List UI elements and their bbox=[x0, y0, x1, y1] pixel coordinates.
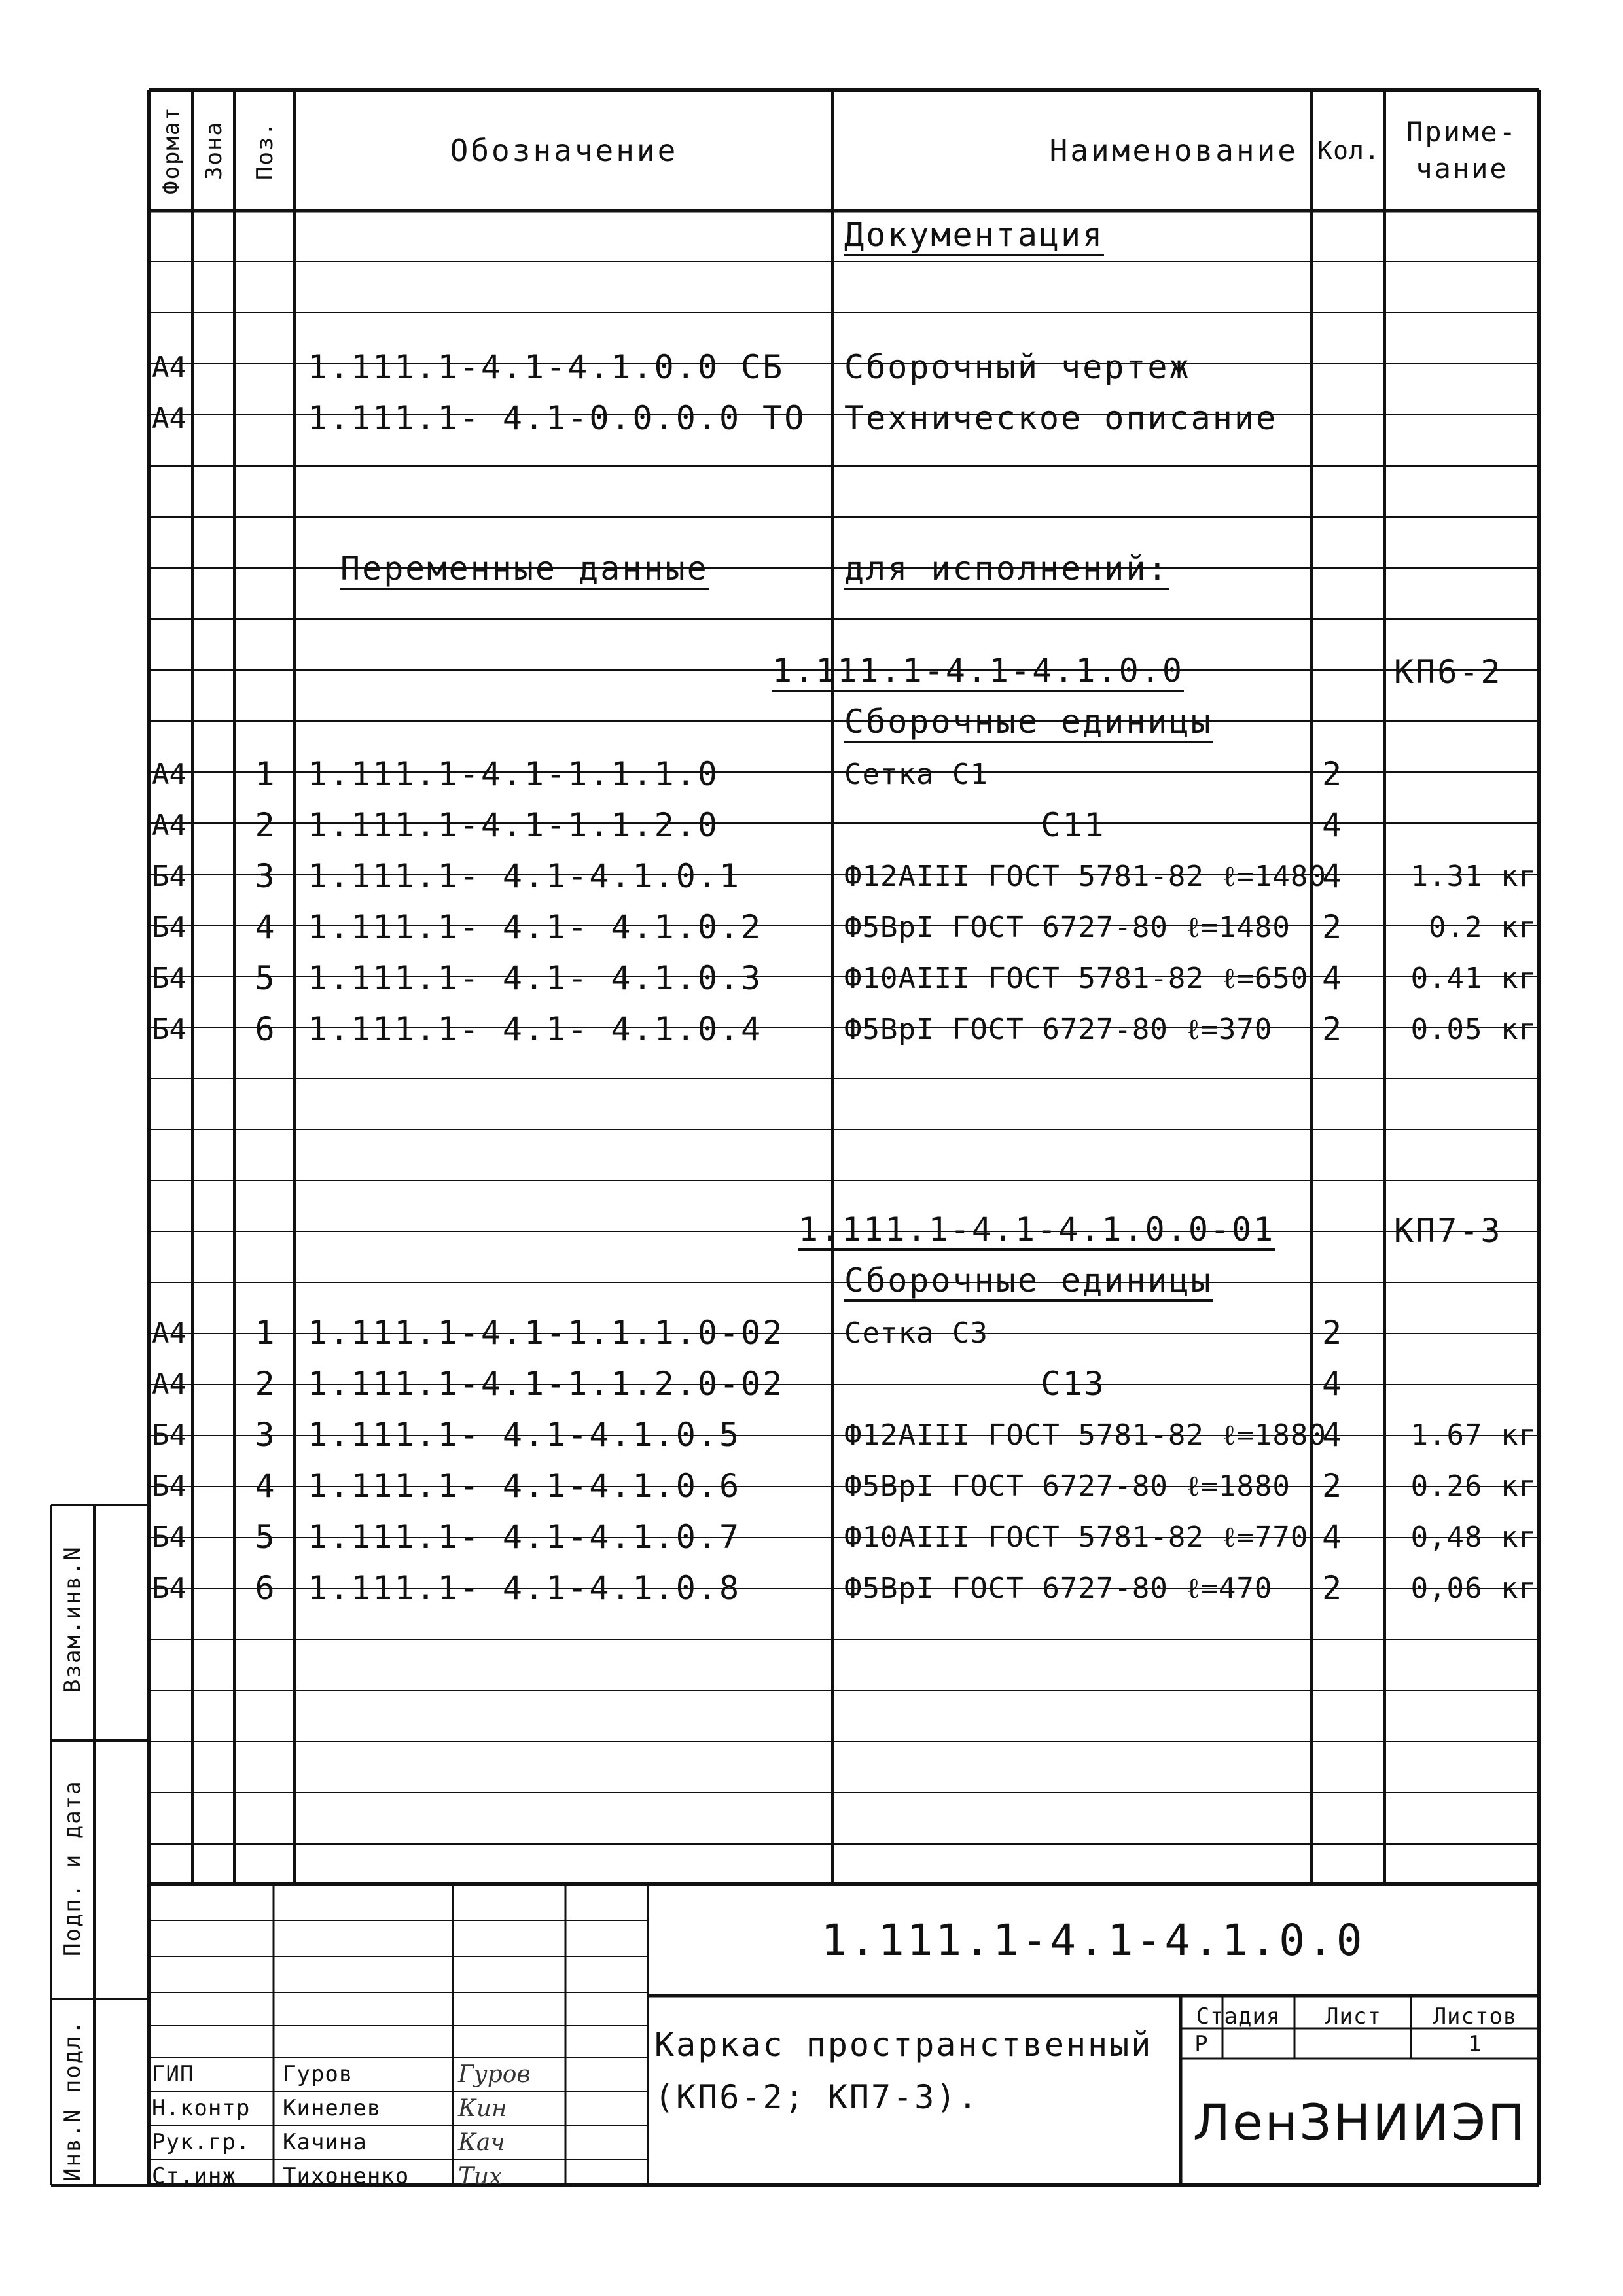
header-format: Формат bbox=[158, 106, 185, 195]
header-qty: Кол. bbox=[1317, 136, 1380, 165]
row-name: Ф5ВрI ГОСТ 6727-80 ℓ=370 bbox=[844, 1012, 1273, 1046]
variant2-designation: 1.111.1-4.1-4.1.0.0-01 bbox=[798, 1210, 1275, 1251]
stamp-title-line2: (КП6-2; КП7-3). bbox=[654, 2078, 980, 2116]
row-format: А4 bbox=[152, 808, 187, 842]
row-note: 1.67 кг bbox=[1410, 1418, 1537, 1452]
row-name: Ф5ВрI ГОСТ 6727-80 ℓ=1480 bbox=[844, 910, 1291, 944]
row-pos: 4 bbox=[255, 1467, 277, 1505]
sheet-value bbox=[1296, 2031, 1411, 2057]
row-qty: 2 bbox=[1322, 908, 1344, 946]
doc-row-designation: 1.111.1-4.1-4.1.0.0 СБ bbox=[308, 348, 785, 386]
row-name: Ф12АIII ГОСТ 5781-82 ℓ=1480 bbox=[844, 859, 1327, 893]
row-pos: 5 bbox=[255, 1518, 277, 1556]
header-zone: Зона bbox=[201, 121, 227, 180]
row-name: Ф5ВрI ГОСТ 6727-80 ℓ=470 bbox=[844, 1571, 1273, 1605]
row-name: Ф10АIII ГОСТ 5781-82 ℓ=650 bbox=[844, 961, 1309, 995]
signature: Кин bbox=[458, 2094, 507, 2122]
sheets-value: 1 bbox=[1468, 2031, 1482, 2057]
variant1-section: Сборочные единицы bbox=[844, 703, 1213, 743]
row-designation: 1.111.1- 4.1-4.1.0.8 bbox=[308, 1569, 741, 1607]
stamp-role: Рук.гр. bbox=[152, 2129, 251, 2155]
row-name: Сетка С3 bbox=[844, 1316, 988, 1350]
row-pos: 2 bbox=[255, 806, 277, 844]
row-note: 0.41 кг bbox=[1410, 961, 1537, 995]
row-qty: 4 bbox=[1322, 1518, 1344, 1556]
variant2-designation-cell bbox=[798, 1205, 1275, 1256]
row-designation: 1.111.1-4.1-1.1.1.0 bbox=[308, 755, 719, 793]
row-designation: 1.111.1- 4.1-4.1.0.7 bbox=[308, 1518, 741, 1556]
doc-row-format: А4 bbox=[152, 401, 187, 435]
row-pos: 6 bbox=[255, 1010, 277, 1048]
variable-left-cell bbox=[340, 544, 709, 595]
stamp-role: ГИП bbox=[152, 2061, 194, 2087]
stamp-surname: Тихоненко bbox=[283, 2163, 410, 2189]
variant1-section-cell bbox=[844, 698, 1213, 749]
stamp-surname: Кинелев bbox=[283, 2095, 382, 2121]
row-qty: 4 bbox=[1322, 1416, 1344, 1454]
row-designation: 1.111.1-4.1-1.1.2.0 bbox=[308, 806, 719, 844]
row-name: С11 bbox=[1041, 806, 1106, 844]
row-note: 0.05 кг bbox=[1410, 1012, 1537, 1046]
header-note: Приме- чание bbox=[1406, 116, 1518, 185]
variable-data-label: Переменные данные bbox=[340, 550, 709, 590]
row-note: 0,48 кг bbox=[1410, 1520, 1537, 1554]
header-designation: Обозначение bbox=[450, 133, 679, 168]
side-label-inv-podl: Инв.N подл. bbox=[60, 2019, 86, 2181]
row-pos: 5 bbox=[255, 959, 277, 997]
variant1-note: КП6-2 bbox=[1394, 653, 1503, 691]
documentation-title-cell bbox=[844, 211, 1104, 262]
signature: Тих bbox=[458, 2163, 503, 2190]
row-designation: 1.111.1-4.1-1.1.2.0-02 bbox=[308, 1365, 785, 1403]
row-format: Б4 bbox=[152, 1418, 187, 1452]
row-format: Б4 bbox=[152, 910, 187, 944]
row-note: 0,06 кг bbox=[1410, 1571, 1537, 1605]
row-pos: 4 bbox=[255, 908, 277, 946]
row-name: Ф10АIII ГОСТ 5781-82 ℓ=770 bbox=[844, 1520, 1309, 1554]
signature: Гуров bbox=[458, 2060, 531, 2088]
row-note bbox=[1387, 1358, 1537, 1409]
doc-row-name: Сборочный чертеж bbox=[844, 348, 1191, 386]
row-designation: 1.111.1- 4.1-4.1.0.6 bbox=[308, 1467, 741, 1505]
header-pos: Поз. bbox=[252, 121, 278, 180]
stage-value: Р bbox=[1194, 2031, 1209, 2057]
row-qty: 4 bbox=[1322, 1365, 1344, 1403]
signature: Кач bbox=[458, 2128, 505, 2156]
row-note bbox=[1387, 1307, 1537, 1358]
row-format: А4 bbox=[152, 757, 187, 791]
row-format: Б4 bbox=[152, 1520, 187, 1554]
variable-right-cell bbox=[844, 544, 1169, 595]
stamp-role: Н.контр bbox=[152, 2095, 251, 2121]
doc-row-designation: 1.111.1- 4.1-0.0.0.0 ТО bbox=[308, 399, 806, 437]
row-designation: 1.111.1- 4.1-4.1.0.1 bbox=[308, 857, 741, 895]
stamp-title-line1: Каркас пространственный bbox=[654, 2026, 1153, 2064]
row-format: Б4 bbox=[152, 1571, 187, 1605]
row-format: Б4 bbox=[152, 859, 187, 893]
side-label-podp-data: Подп. и дата bbox=[60, 1780, 86, 1956]
row-qty: 2 bbox=[1322, 1467, 1344, 1505]
row-pos: 6 bbox=[255, 1569, 277, 1607]
row-pos: 3 bbox=[255, 857, 277, 895]
row-note bbox=[1387, 749, 1537, 800]
row-note: 0.2 кг bbox=[1429, 910, 1537, 944]
documentation-title: Документация bbox=[844, 216, 1104, 256]
row-format: А4 bbox=[152, 1316, 187, 1350]
variant1-designation: 1.111.1-4.1-4.1.0.0 bbox=[772, 652, 1184, 692]
for-variants-label: для исполнений: bbox=[844, 550, 1169, 590]
row-qty: 2 bbox=[1322, 1010, 1344, 1048]
stamp-designation: 1.111.1-4.1-4.1.0.0 bbox=[821, 1915, 1365, 1966]
side-label-vzam-inv: Взам.инв.N bbox=[60, 1545, 86, 1693]
row-qty: 2 bbox=[1322, 755, 1344, 793]
variant1-designation-cell bbox=[772, 646, 1184, 698]
row-format: Б4 bbox=[152, 1469, 187, 1503]
row-designation: 1.111.1- 4.1- 4.1.0.2 bbox=[308, 908, 763, 946]
row-name: Сетка С1 bbox=[844, 757, 988, 791]
row-designation: 1.111.1- 4.1- 4.1.0.4 bbox=[308, 1010, 763, 1048]
variant2-note: КП7-3 bbox=[1394, 1212, 1503, 1250]
row-note: 0.26 кг bbox=[1410, 1469, 1537, 1503]
row-pos: 2 bbox=[255, 1365, 277, 1403]
row-qty: 2 bbox=[1322, 1314, 1344, 1352]
row-format: Б4 bbox=[152, 1012, 187, 1046]
variant2-section: Сборочные единицы bbox=[844, 1262, 1213, 1302]
row-pos: 3 bbox=[255, 1416, 277, 1454]
row-qty: 4 bbox=[1322, 806, 1344, 844]
sheet-label: Лист bbox=[1325, 2004, 1382, 2030]
row-designation: 1.111.1- 4.1-4.1.0.5 bbox=[308, 1416, 741, 1454]
stamp-surname: Качина bbox=[283, 2129, 367, 2155]
doc-row-format: А4 bbox=[152, 350, 187, 384]
row-designation: 1.111.1-4.1-1.1.1.0-02 bbox=[308, 1314, 785, 1352]
row-qty: 4 bbox=[1322, 959, 1344, 997]
row-note: 1.31 кг bbox=[1410, 859, 1537, 893]
row-format: А4 bbox=[152, 1367, 187, 1401]
header-name: Наименование bbox=[1049, 133, 1298, 168]
row-designation: 1.111.1- 4.1- 4.1.0.3 bbox=[308, 959, 763, 997]
row-note bbox=[1387, 800, 1537, 851]
stage-label: Стадия bbox=[1196, 2004, 1281, 2030]
row-qty: 4 bbox=[1322, 857, 1344, 895]
sheets-label: Листов bbox=[1433, 2004, 1518, 2030]
stamp-surname: Гуров bbox=[283, 2061, 353, 2087]
row-name: С13 bbox=[1041, 1365, 1106, 1403]
row-qty: 2 bbox=[1322, 1569, 1344, 1607]
doc-row-name: Техническое описание bbox=[844, 399, 1278, 437]
stamp-role: Ст.инж bbox=[152, 2163, 236, 2189]
row-name: Ф12АIII ГОСТ 5781-82 ℓ=1880 bbox=[844, 1418, 1327, 1452]
organization-name: ЛенЗНИИЭП bbox=[1192, 2093, 1527, 2151]
row-pos: 1 bbox=[255, 755, 277, 793]
row-name: Ф5ВрI ГОСТ 6727-80 ℓ=1880 bbox=[844, 1469, 1291, 1503]
row-pos: 1 bbox=[255, 1314, 277, 1352]
variant2-section-cell bbox=[844, 1256, 1213, 1307]
row-format: Б4 bbox=[152, 961, 187, 995]
